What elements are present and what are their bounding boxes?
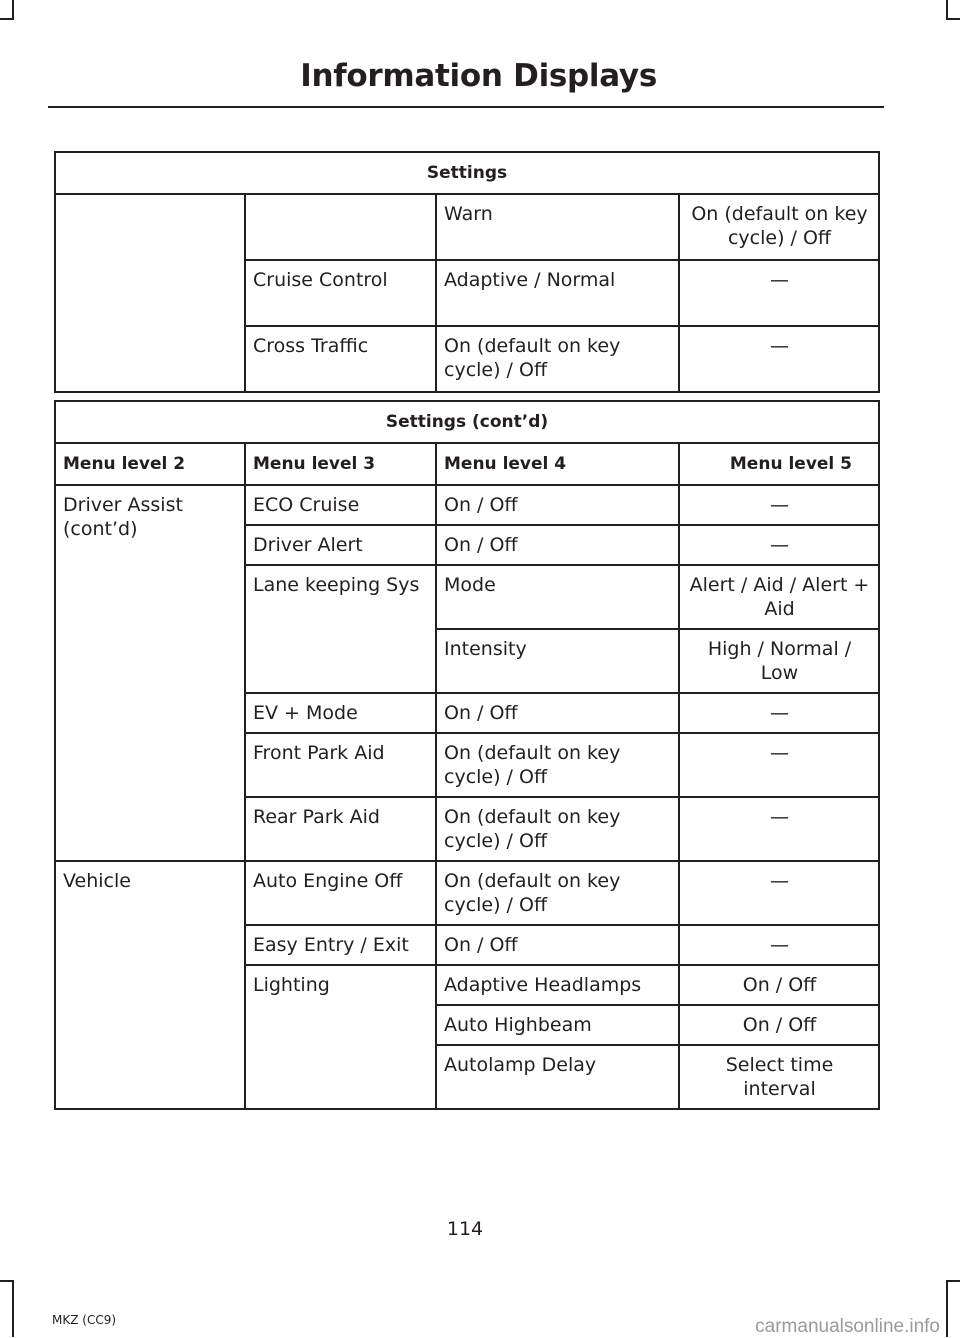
table-cell: — (679, 733, 879, 797)
table-cell: EV + Mode (245, 693, 436, 733)
table-cell: On / Off (436, 693, 679, 733)
table-row (55, 485, 879, 525)
table-cell: Select time interval (679, 1045, 879, 1109)
page-number: 114 (446, 1218, 484, 1240)
crop-mark-bottom-right-v (946, 1280, 948, 1337)
crop-mark-bottom-left-v (12, 1280, 14, 1337)
table-cell: ECO Cruise (245, 485, 436, 525)
table-cell: On (default on key cycle) / Off (436, 326, 679, 392)
table-cell: — (679, 260, 879, 326)
table-cell: Autolamp Delay (436, 1045, 679, 1109)
page-title: Information Displays (300, 58, 657, 94)
table-cell: — (679, 693, 879, 733)
column-header: Menu level 4 (436, 443, 679, 485)
table-cell: Alert / Aid / Alert + Aid (679, 565, 879, 629)
table-cell: Warn (436, 194, 679, 260)
table-cell: Auto Highbeam (436, 1005, 679, 1045)
table-cell: Cross Traffic (245, 326, 436, 392)
table-cell: Cruise Control (245, 260, 436, 326)
table-cell: On / Off (436, 485, 679, 525)
table-cell: High / Normal / Low (679, 629, 879, 693)
header-rule (48, 106, 884, 108)
column-header: Menu level 2 (55, 443, 245, 485)
crop-mark-bottom-left-h (0, 1280, 14, 1282)
table-cell: On (default on key cycle) / Off (436, 861, 679, 925)
table-cell: Driver Assist (cont’d) (55, 485, 245, 861)
table-header-row (55, 443, 879, 485)
table-cell: On (default on key cycle) / Off (436, 797, 679, 861)
table-cell (55, 194, 245, 392)
crop-mark-top-right-h (946, 18, 960, 20)
table-cell: Lighting (245, 965, 436, 1109)
table-caption: Settings (55, 152, 879, 194)
table-caption-row (55, 401, 879, 443)
model-label: MKZ (CC9) (52, 1313, 117, 1327)
settings-continued-table (54, 400, 880, 1110)
table-cell: — (679, 525, 879, 565)
table-cell: Intensity (436, 629, 679, 693)
table-cell: On / Off (679, 965, 879, 1005)
table-cell: Front Park Aid (245, 733, 436, 797)
table-cell (245, 194, 436, 260)
settings-table (54, 151, 880, 393)
table-cell: On / Off (436, 925, 679, 965)
table-caption: Settings (cont’d) (55, 401, 879, 443)
crop-mark-top-left-h (0, 18, 14, 20)
table-cell: — (679, 797, 879, 861)
table-cell: On (default on key cycle) / Off (679, 194, 879, 260)
table-cell: Easy Entry / Exit (245, 925, 436, 965)
table-caption-row (55, 152, 879, 194)
table-cell: Rear Park Aid (245, 797, 436, 861)
column-header: Menu level 5 (679, 443, 879, 485)
table-cell: — (679, 861, 879, 925)
table-cell: On / Off (436, 525, 679, 565)
table-cell: — (679, 485, 879, 525)
crop-mark-top-left-v (12, 0, 14, 20)
watermark: carmanualsonline.info (755, 1316, 940, 1337)
table-row (55, 194, 879, 260)
table-cell: Vehicle (55, 861, 245, 1109)
table-cell: On / Off (679, 1005, 879, 1045)
crop-mark-bottom-right-h (946, 1280, 960, 1282)
crop-mark-top-right-v (946, 0, 948, 20)
table-cell: Adaptive / Normal (436, 260, 679, 326)
table-cell: — (679, 326, 879, 392)
table-cell: Lane keeping Sys (245, 565, 436, 693)
column-header: Menu level 3 (245, 443, 436, 485)
table-cell: — (679, 925, 879, 965)
table-cell: Auto Engine Off (245, 861, 436, 925)
table-cell: Driver Alert (245, 525, 436, 565)
table-cell: Mode (436, 565, 679, 629)
table-cell: Adaptive Headlamps (436, 965, 679, 1005)
table-cell: On (default on key cycle) / Off (436, 733, 679, 797)
table-row (55, 861, 879, 925)
